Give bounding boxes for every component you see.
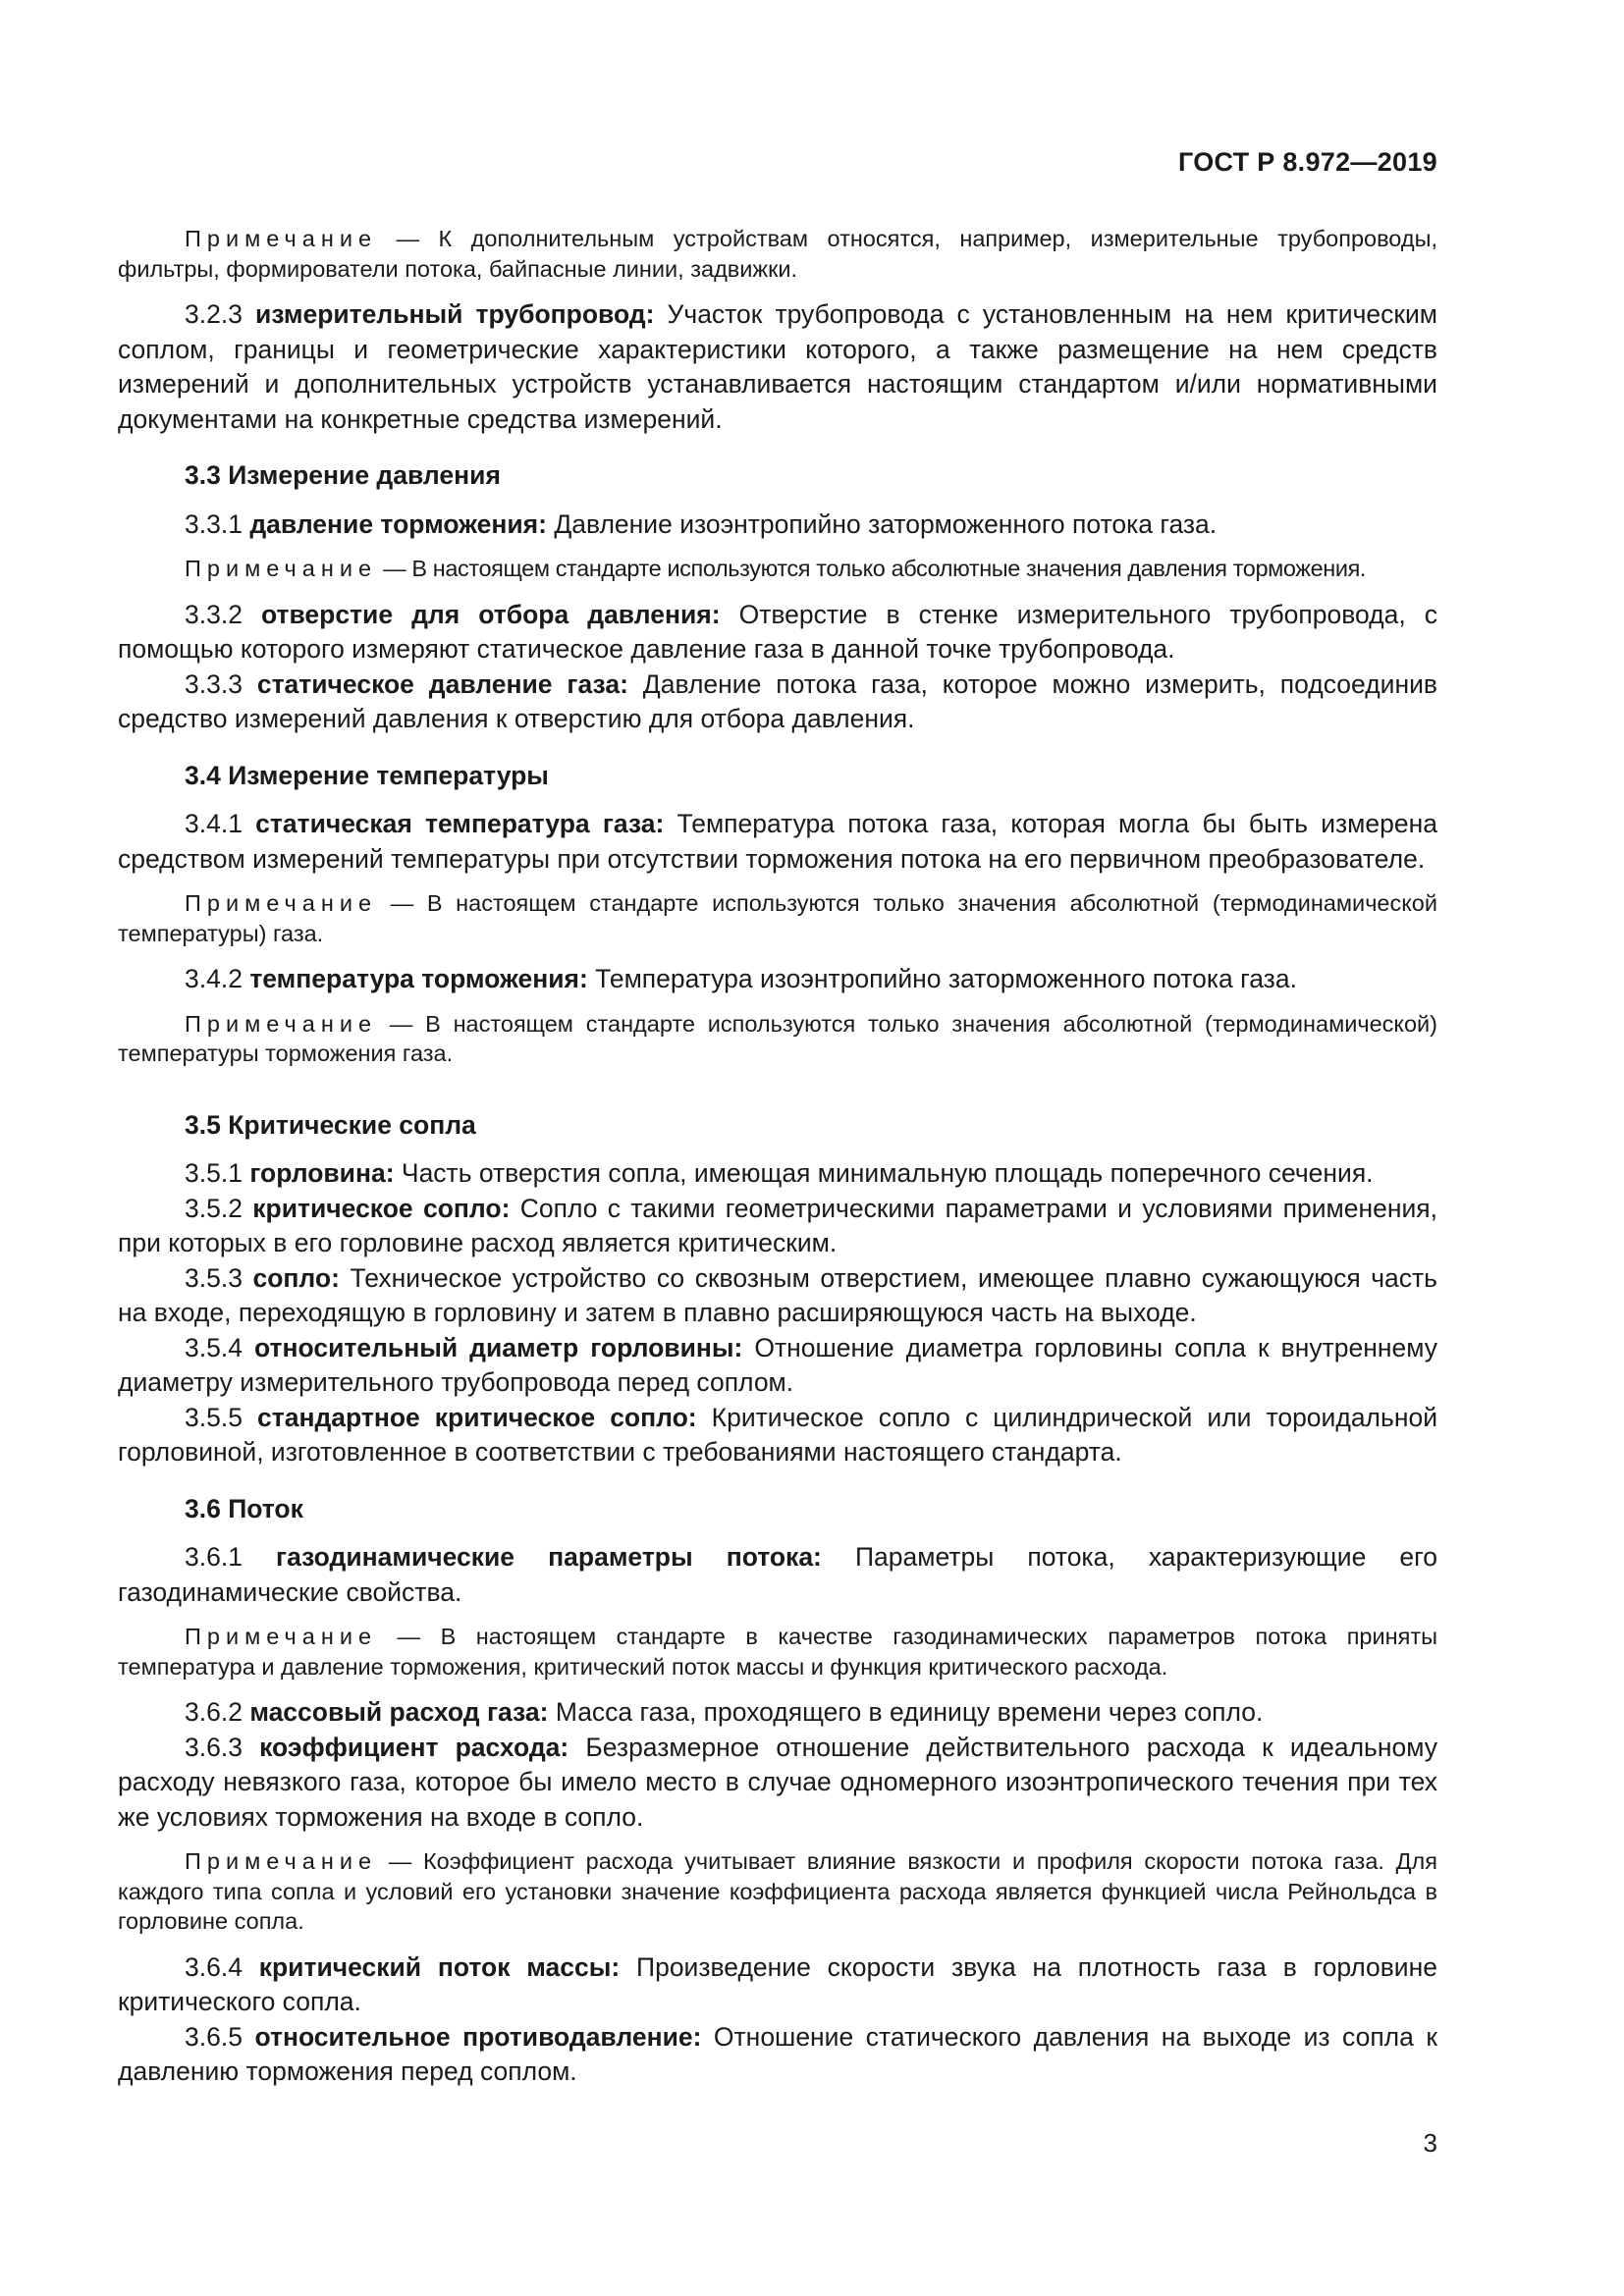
note: [118, 224, 1437, 284]
term-name: горловина:: [249, 1158, 395, 1188]
term-text: Отношение диаметра горловины сопла к внутреннему диаметру измерительного трубопровода перед соплом.: [118, 1332, 1437, 1397]
term-definition: [118, 1331, 1437, 1401]
document-id-header: ГОСТ Р 8.972—2019: [1177, 147, 1437, 177]
term-number: 3.6.1: [185, 1542, 277, 1572]
term-definition: [118, 2020, 1437, 2090]
term-name: относительное противодавление:: [254, 2021, 702, 2052]
term-number: 3.5.1: [185, 1158, 250, 1188]
term-name: относительный диаметр горловины:: [253, 1332, 743, 1362]
term-text: Отверстие в стенке измерительного трубопровода, с помощью которого измеряют статическое давление газа в данной точке трубопровода.: [118, 599, 1437, 664]
note: [118, 1846, 1437, 1937]
term-name: критическое сопло:: [252, 1193, 511, 1223]
term-number: 3.3.1: [185, 508, 250, 539]
term-text: Часть отверстия сопла, имеющая минимальную площадь поперечного сечения.: [394, 1158, 1374, 1188]
term-number: 3.3.2: [185, 599, 261, 629]
term-name: статическое давление газа:: [256, 668, 628, 699]
term-name: статическая температура газа:: [255, 809, 665, 838]
page-content: [118, 224, 1437, 2102]
term-text: Техническое устройство со сквозным отверстием, имеющее плавно сужающуюся часть на входе, переходящую в горловину и затем в плавно расширяющуюся часть на выходе.: [118, 1262, 1437, 1327]
term-number: 3.6.5: [185, 2021, 255, 2052]
section-heading: 3.6 Поток: [185, 1493, 303, 1523]
note: [118, 554, 1437, 584]
term-text: Произведение скорости звука на плотность газа в горловине критического сопла.: [118, 1951, 1437, 2016]
term-definition: [118, 297, 1437, 437]
note-text: — К дополнительным устройствам относятся, например, измерительные трубопроводы, фильтры, формирователи потока, байпасные линии, задвижки.: [118, 226, 1437, 282]
term-definition: [118, 507, 1437, 543]
term-text: Масса газа, проходящего в единицу времени через сопло.: [548, 1697, 1264, 1727]
term-definition: [118, 667, 1437, 737]
note: [118, 888, 1437, 948]
term-number: 3.6.4: [185, 1951, 259, 1982]
term-number: 3.3.3: [185, 668, 257, 699]
term-definition: [118, 1731, 1437, 1836]
term-name: измерительный трубопровод:: [255, 299, 655, 329]
note-label: Примечание: [185, 1010, 378, 1037]
term-text: Отношение статического давления на выходе из сопла к давлению торможения перед соплом.: [118, 2021, 1437, 2086]
note-label: Примечание: [185, 1848, 378, 1874]
term-name: сопло:: [252, 1262, 340, 1293]
term-text: Параметры потока, характеризующие его газодинамические свойства.: [118, 1542, 1437, 1607]
term-text: Сопло с такими геометрическими параметрами и условиями применения, при которых в его горловине расход является критическим.: [118, 1193, 1437, 1257]
term-definition: [118, 1695, 1437, 1731]
note-label: Примечание: [185, 890, 378, 916]
term-definition: [118, 1261, 1437, 1331]
section-heading: 3.4 Измерение температуры: [185, 760, 549, 790]
term-definition: [118, 598, 1437, 667]
term-text: Температура изоэнтропийно заторможенного потока газа.: [587, 964, 1297, 993]
section-heading: 3.3 Измерение давления: [185, 460, 501, 490]
term-number: 3.5.3: [185, 1262, 253, 1293]
term-text: Давление изоэнтропийно заторможенного потока газа.: [546, 508, 1218, 539]
term-definition: [118, 1401, 1437, 1470]
term-name: критический поток массы:: [258, 1951, 621, 1982]
term-text: Участок трубопровода с установленным на нем критическим соплом, границы и геометрические характеристики которого, а также размещение на нем средств измерений и дополнительных устройств устанавливается настоящим стандартом и/или нормативными документами на конкретные средства измерений.: [118, 299, 1437, 434]
term-text: Давление потока газа, которое можно измерить, подсоединив средство измерений давления к отверстию для отбора давления.: [118, 668, 1437, 733]
term-definition: [118, 1540, 1437, 1610]
term-text: Температура потока газа, которая могла бы быть измерена средством измерений температуры при отсутствии торможения потока на его первичном преобразователе.: [118, 809, 1437, 874]
term-number: 3.4.2: [185, 964, 250, 993]
note-label: Примечание: [185, 1624, 378, 1649]
term-number: 3.6.2: [185, 1697, 250, 1727]
term-number: 3.2.3: [185, 299, 256, 329]
term-name: коэффициент расхода:: [259, 1732, 569, 1762]
term-definition: [118, 1156, 1437, 1192]
term-number: 3.5.5: [185, 1402, 257, 1432]
term-name: давление торможения:: [249, 508, 547, 539]
page-number: 3: [1423, 2128, 1437, 2158]
note-text: — В настоящем стандарте используются только абсолютные значения давления торможения.: [377, 556, 1367, 581]
note-text: — Коэффициент расхода учитывает влияние вязкости и профиля скорости потока газа. Для каждого типа сопла и условий его установки значение коэффициента расхода является функцией числа Рейнольдса в горловине сопла.: [118, 1848, 1437, 1934]
term-definition: [118, 807, 1437, 877]
term-name: отверстие для отбора давления:: [260, 599, 721, 629]
term-name: массовый расход газа:: [249, 1697, 549, 1727]
note-label: Примечание: [185, 556, 378, 581]
term-definition: [118, 962, 1437, 997]
term-number: 3.5.4: [185, 1332, 254, 1362]
note-label: Примечание: [185, 226, 378, 251]
term-number: 3.4.1: [185, 809, 256, 838]
section-heading: 3.5 Критические сопла: [185, 1109, 476, 1140]
note: [118, 1622, 1437, 1682]
note-text: — В настоящем стандарте используются только значения абсолютной (термодинамической) температуры торможения газа.: [118, 1010, 1437, 1066]
note-text: — В настоящем стандарте в качестве газодинамических параметров потока приняты температура и давление торможения, критический поток массы и функция критического расхода.: [118, 1624, 1437, 1680]
term-number: 3.6.3: [185, 1732, 260, 1762]
term-definition: [118, 1192, 1437, 1261]
note: [118, 1009, 1437, 1069]
note-text: — В настоящем стандарте используются только значения абсолютной (термодинамической температуры) газа.: [118, 890, 1437, 946]
term-number: 3.5.2: [185, 1193, 253, 1223]
term-name: газодинамические параметры потока:: [276, 1542, 822, 1572]
term-name: температура торможения:: [249, 964, 588, 993]
term-name: стандартное критическое сопло:: [256, 1402, 697, 1432]
term-text: Критическое сопло с цилиндрической или тороидальной горловиной, изготовленное в соответствии с требованиями настоящего стандарта.: [118, 1402, 1437, 1467]
term-text: Безразмерное отношение действительного расхода к идеальному расходу невязкого газа, которое бы имело место в случае одномерного изоэнтропического течения при тех же условиях торможения на входе в сопло.: [118, 1732, 1437, 1832]
term-definition: [118, 1950, 1437, 2020]
